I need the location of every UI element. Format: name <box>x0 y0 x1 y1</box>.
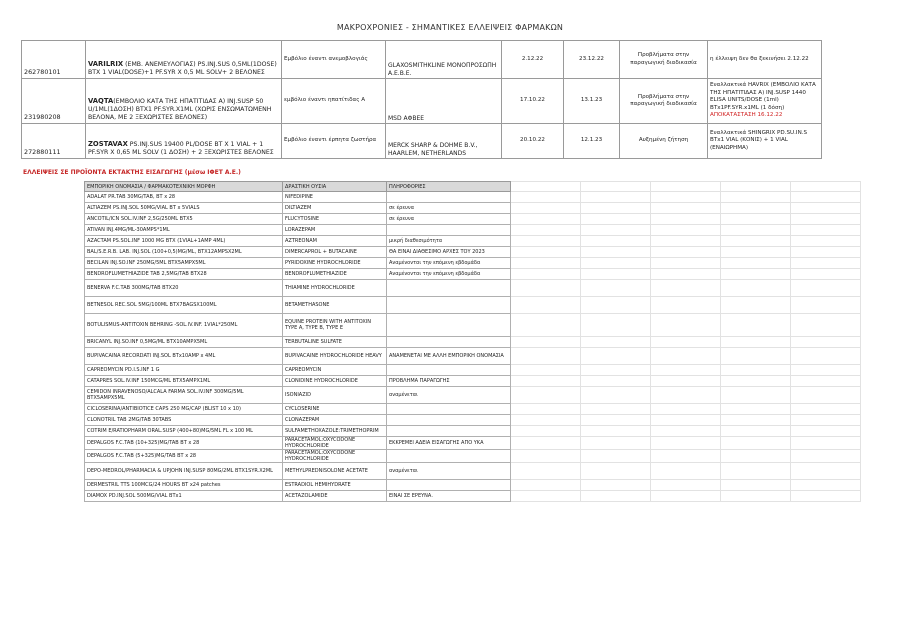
company: GLAXOSMITHKLINE ΜΟΝΟΠΡΟΣΩΠΗ Α.Ε.Β.Ε. <box>386 41 502 79</box>
info: ΘΑ ΕΙΝΑΙ ΔΙΑΘΕΣΙΜΟ ΑΡΧΕΣ ΤΟΥ 2023 <box>387 247 511 258</box>
empty-cell <box>651 450 721 463</box>
table-row <box>85 214 861 225</box>
empty-cell <box>791 426 861 437</box>
empty-cell <box>651 387 721 404</box>
header-row <box>85 182 861 192</box>
empty-cell <box>511 415 581 426</box>
empty-cell <box>651 258 721 269</box>
empty-cell <box>721 203 791 214</box>
empty-cell <box>511 236 581 247</box>
empty-cell <box>651 280 721 297</box>
end-date: 23.12.22 <box>564 41 620 79</box>
active-substance: PARACETAMOL:OXYCODONE HYDROCHLORIDE <box>283 450 387 463</box>
empty-cell <box>791 203 861 214</box>
product-name: DERMESTRIL TTS 100MCG/24 HOURS BT x24 patches <box>85 480 283 491</box>
product-name: CATAPRES SOL.IV.INF 150MCG/ML BTX5AMPX1ML <box>85 376 283 387</box>
info: μικρή διαθεσιμότητα <box>387 236 511 247</box>
empty-cell <box>651 437 721 450</box>
info: Εναλλακτικά HAVRIX (ΕΜΒΟΛΙΟ ΚΑΤΑ ΤΗΣ ΗΠΑΤΙΤΙΔΑΣ Α) INJ.SUSP 1440 ELISA UNITS/DOSE (1ml) BTx1PF.SYR.x1ML (1 δόση) ΑΠΟΚΑΤΑΣΤΑΣΗ 16.12.22 <box>708 79 822 124</box>
empty-cell <box>581 387 651 404</box>
active-substance: CLONIDINE HYDROCHLORIDE <box>283 376 387 387</box>
table-row <box>85 258 861 269</box>
empty-cell <box>581 491 651 502</box>
info <box>387 480 511 491</box>
empty-cell <box>581 280 651 297</box>
empty-cell <box>721 280 791 297</box>
empty-cell <box>721 463 791 480</box>
product-name: DEPALGOS F.C.TAB (10+325)MG/TAB BT x 28 <box>85 437 283 450</box>
start-date: 20.10.22 <box>502 124 564 159</box>
empty-cell <box>581 415 651 426</box>
empty-cell <box>721 314 791 337</box>
info: ΑΝΑΜΕΝΕΤΑΙ ΜΕ ΑΛΛΗ ΕΜΠΟΡΙΚΗ ΟΝΟΜΑΣΙΑ <box>387 348 511 365</box>
empty-cell <box>511 337 581 348</box>
info <box>387 192 511 203</box>
empty-cell <box>791 437 861 450</box>
info <box>387 297 511 314</box>
product-name: AZACTAM PS.SOL.INF 1000 MG BTX (1VIAL+1AMP 4ML) <box>85 236 283 247</box>
empty-cell <box>721 426 791 437</box>
empty-cell <box>791 297 861 314</box>
start-date: 17.10.22 <box>502 79 564 124</box>
empty-cell <box>791 404 861 415</box>
info <box>387 365 511 376</box>
empty-cell <box>651 426 721 437</box>
info: η έλλειψη δεν θα ξεκινήσει 2.12.22 <box>708 41 822 79</box>
empty-cell <box>791 236 861 247</box>
info: Αναμένονται την επόμενη εβδομάδα <box>387 269 511 280</box>
empty-cell <box>651 314 721 337</box>
empty-cell <box>511 404 581 415</box>
reason: Προβλήματα στην παραγωγική διαδικασία <box>620 41 708 79</box>
empty-cell <box>651 415 721 426</box>
active-substance: LORAZEPAM <box>283 225 387 236</box>
column-header-info: ΠΛΗΡΟΦΟΡΙΕΣ <box>387 182 511 192</box>
product-name: BOTULISMUS-ANTITOXIN BEHRING -SOL.IV.INF. 1VIAL*250ML <box>85 314 283 337</box>
table-row <box>85 376 861 387</box>
empty-cell <box>721 404 791 415</box>
empty-cell <box>581 426 651 437</box>
empty-cell <box>791 387 861 404</box>
empty-cell <box>511 387 581 404</box>
product-name: ADALAT PR.TAB 30MG/TAB, BT x 28 <box>85 192 283 203</box>
empty-cell <box>651 236 721 247</box>
empty-cell <box>651 297 721 314</box>
empty-cell <box>791 348 861 365</box>
end-date: 12.1.23 <box>564 124 620 159</box>
company: MERCK SHARP & DOHME B.V., HAARLEM, NETHERLANDS <box>386 124 502 159</box>
table-row <box>85 463 861 480</box>
product-name: VARILRIX (ΕΜΒ. ΑΝΕΜΕΥΛΟΓΙΑΣ) PS.INJ.SUS 0,5ML(1DOSE) BTX 1 VIAL(DOSE)+1 PF.SYR X 0,5 ML SOLV+ 2 ΒΕΛΟΝΕΣ <box>86 41 282 79</box>
start-date: 2.12.22 <box>502 41 564 79</box>
table-row <box>85 426 861 437</box>
empty-cell <box>721 365 791 376</box>
empty-cell <box>581 376 651 387</box>
empty-cell <box>721 258 791 269</box>
info <box>387 225 511 236</box>
active-substance: ESTRADIOL HEMIHYDRATE <box>283 480 387 491</box>
active-substance: NIFEDIPINE <box>283 192 387 203</box>
page-title: ΜΑΚΡΟΧΡΟΝΙΕΣ - ΣΗΜΑΝΤΙΚΕΣ ΕΛΛΕΙΨΕΙΣ ΦΑΡΜΑΚΩΝ <box>336 23 564 32</box>
info <box>387 415 511 426</box>
empty-cell <box>581 203 651 214</box>
empty-cell <box>511 280 581 297</box>
empty-cell <box>791 314 861 337</box>
product-code: 262780101 <box>22 41 86 79</box>
empty-cell <box>581 214 651 225</box>
active-substance: BETAMETHASONE <box>283 297 387 314</box>
table-row <box>85 247 861 258</box>
table-row <box>85 404 861 415</box>
empty-cell <box>651 225 721 236</box>
end-date: 13.1.23 <box>564 79 620 124</box>
info: Εναλλακτικά SHINGRIX PD.SU.IN.S BTx1 VIAL (ΚΟΝΙΣ) + 1 VIAL (ΕΝΑΙΩΡΗΜΑ) <box>708 124 822 159</box>
empty-cell <box>581 437 651 450</box>
table-row <box>85 337 861 348</box>
table-row <box>85 203 861 214</box>
product-name: CICLOSERINA/ANTIBIOTICE CAPS 250 MG/CAP (BLIST 10 x 10) <box>85 404 283 415</box>
empty-cell <box>721 192 791 203</box>
info: σε έρευνα <box>387 203 511 214</box>
info: ΠΡΟΒΛΗΜΑ ΠΑΡΑΓΩΓΗΣ <box>387 376 511 387</box>
empty-cell <box>511 269 581 280</box>
active-substance: PARACETAMOL:OXYCODONE HYDROCHLORIDE <box>283 437 387 450</box>
empty-cell <box>581 225 651 236</box>
active-substance: ACETAZOLAMIDE <box>283 491 387 502</box>
table-row <box>85 280 861 297</box>
table-row <box>22 124 822 159</box>
table-row <box>85 450 861 463</box>
active-substance: CAPREOMYCIN <box>283 365 387 376</box>
import-shortages-table <box>84 181 861 502</box>
product-name: VAQTA(ΕΜΒΟΛΙΟ ΚΑΤΑ ΤΗΣ ΗΠΑΤΙΤΙΔΑΣ Α) INJ.SUSP 50 U/1ML(1ΔΟΣΗ) BTX1 PF.SYR.X1ML (ΧΩΡΙΣ ΕΝΣΩΜΑΤΩΜΕΝΗ ΒΕΛΟΝΑ, ΜΕ 2 ΞΕΧΩΡΙΣΤΕΣ ΒΕΛΟΝΕΣ) <box>86 79 282 124</box>
empty-cell <box>791 463 861 480</box>
active-substance: EQUINE PROTEIN WITH ANTITOXIN TYPE A, TYPE B, TYPE E <box>283 314 387 337</box>
empty-cell <box>511 214 581 225</box>
empty-cell <box>581 258 651 269</box>
empty-cell <box>651 376 721 387</box>
empty-cell <box>721 415 791 426</box>
active-substance: DIMERCAPROL + BUTACAINE <box>283 247 387 258</box>
product-name: DEPO-MEDROL/PHARMACIA & UPJOHN INJ.SUSP 80MG/2ML BTX1SYR.X2ML <box>85 463 283 480</box>
empty-cell <box>791 491 861 502</box>
empty-cell <box>511 365 581 376</box>
empty-cell <box>651 337 721 348</box>
table-row <box>22 79 822 124</box>
info: αναμένεται <box>387 387 511 404</box>
table-row <box>85 269 861 280</box>
empty-cell <box>511 203 581 214</box>
table-row <box>85 480 861 491</box>
company: MSD ΑΦΒΕΕ <box>386 79 502 124</box>
empty-cell <box>511 426 581 437</box>
product-name: BENERVA F.C.TAB 300MG/TAB BTX20 <box>85 280 283 297</box>
product-name: ALTIAZEM PS.INJ.SOL 50MG/VIAL BT x 5VIALS <box>85 203 283 214</box>
empty-cell <box>791 376 861 387</box>
empty-cell <box>721 297 791 314</box>
active-substance: CLONAZEPAM <box>283 415 387 426</box>
empty-cell <box>791 247 861 258</box>
info <box>387 337 511 348</box>
product-name: ATIVAN INJ.4MG/ML-30AMPS*1ML <box>85 225 283 236</box>
product-name: BETNESOL REC.SOL 5MG/100ML BTX7BAGSX100ML <box>85 297 283 314</box>
active-substance: TERBUTALINE SULFATE <box>283 337 387 348</box>
empty-cell <box>581 236 651 247</box>
empty-cell <box>511 480 581 491</box>
table-row <box>85 297 861 314</box>
empty-cell <box>651 404 721 415</box>
active-substance: BUPIVACAINE HYDROCHLORIDE HEAVY <box>283 348 387 365</box>
product-name: BECILAN INJ.SO.INF 250MG/5ML BTX5AMPX5ML <box>85 258 283 269</box>
active-substance: CYCLOSERINE <box>283 404 387 415</box>
empty-cell <box>511 376 581 387</box>
empty-cell <box>581 450 651 463</box>
active-substance: METHYLPREDNISOLONE ACETATE <box>283 463 387 480</box>
empty-cell <box>791 450 861 463</box>
info: αναμένεται <box>387 463 511 480</box>
empty-cell <box>511 192 581 203</box>
empty-cell <box>511 258 581 269</box>
active-substance: ISONIAZID <box>283 387 387 404</box>
empty-cell <box>651 269 721 280</box>
product-name: BUPIVACAINA RECORDATI INJ.SOL BTx10AMP x 4ML <box>85 348 283 365</box>
empty-cell <box>651 348 721 365</box>
empty-cell <box>511 225 581 236</box>
empty-cell <box>721 491 791 502</box>
product-code: 272880111 <box>22 124 86 159</box>
empty-cell <box>651 463 721 480</box>
empty-cell <box>721 247 791 258</box>
empty-cell <box>651 480 721 491</box>
empty-cell <box>651 491 721 502</box>
info <box>387 404 511 415</box>
section-title: ΕΛΛΕΙΨΕΙΣ ΣΕ ΠΡΟΪΟΝΤΑ ΕΚΤΑΚΤΗΣ ΕΙΣΑΓΩΓΗΣ (μέσω ΙΦΕΤ Α.Ε.) <box>23 169 241 176</box>
info: Αναμένονται την επόμενη εβδομάδα <box>387 258 511 269</box>
info: ΕΚΚΡΕΜΕΙ ΑΔΕΙΑ ΕΙΣΑΓΩΓΗΣ ΑΠΟ ΥΚΑ <box>387 437 511 450</box>
long-term-shortages-table <box>21 40 822 159</box>
info: ΕΙΝΑΙ ΣΕ ΕΡΕΥΝΑ. <box>387 491 511 502</box>
product-name: CEMIDON INRAVENOSO/ALCALA FARMA SOL.IV.INF 300MG/5ML BTX5AMPX5ML <box>85 387 283 404</box>
product-name: CLONOTRIL TAB 2MG/TAB 30TABS <box>85 415 283 426</box>
empty-cell <box>651 192 721 203</box>
reason: Αυξημένη ζήτηση <box>620 124 708 159</box>
product-name: CAPREOMYCIN PD.I.S.INF 1 G <box>85 365 283 376</box>
empty-cell <box>791 480 861 491</box>
empty-cell <box>511 463 581 480</box>
empty-cell <box>721 348 791 365</box>
empty-cell <box>721 337 791 348</box>
product-name: DEPALGOS F.C.TAB (5+325)MG/TAB BT x 28 <box>85 450 283 463</box>
info <box>387 426 511 437</box>
active-substance: PYRIDOXINE HYDROCHLORIDE <box>283 258 387 269</box>
info <box>387 314 511 337</box>
empty-cell <box>581 314 651 337</box>
table-row <box>85 192 861 203</box>
empty-cell <box>721 214 791 225</box>
empty-cell <box>511 491 581 502</box>
column-header-substance: ΔΡΑΣΤΙΚΗ ΟΥΣΙΑ <box>283 182 387 192</box>
empty-cell <box>581 247 651 258</box>
empty-cell <box>721 269 791 280</box>
empty-cell <box>581 480 651 491</box>
product-name: BENDROFLUMETHIAZIDE TAB 2,5MG/TAB BTX28 <box>85 269 283 280</box>
table-row <box>85 491 861 502</box>
active-substance: SULFAMETHOXAZOLE:TRIMETHOPRIM <box>283 426 387 437</box>
product-name: ZOSTAVAX PS.INJ.SUS 19400 PL/DOSE BT X 1 VIAL + 1 PF.SYR X 0,65 ML SOLV (1 ΔΟΣΗ) + 2 ΞΕΧΩΡΙΣΤΕΣ ΒΕΛΟΝΕΣ <box>86 124 282 159</box>
empty-cell <box>511 437 581 450</box>
empty-cell <box>581 269 651 280</box>
table-row <box>85 365 861 376</box>
table-row <box>85 437 861 450</box>
empty-cell <box>721 376 791 387</box>
table-row <box>85 314 861 337</box>
active-substance: BENDROFLUMETHIAZIDE <box>283 269 387 280</box>
empty-cell <box>721 225 791 236</box>
reason: Προβλήματα στην παραγωγική διαδικασία <box>620 79 708 124</box>
empty-cell <box>791 214 861 225</box>
product-name: ANCOTIL/ICN SOL.IV.INF 2,5G/250ML BTX5 <box>85 214 283 225</box>
empty-cell <box>581 337 651 348</box>
empty-cell <box>791 415 861 426</box>
empty-cell <box>651 203 721 214</box>
empty-cell <box>651 247 721 258</box>
empty-cell <box>791 269 861 280</box>
active-substance: Εμβόλιο έναντι έρπητα ζωστήρα <box>282 124 386 159</box>
empty-cell <box>791 258 861 269</box>
product-name: COTRIM E/RATIOPHARM ORAL.SUSP (400+80)MG/5ML FL x 100 ML <box>85 426 283 437</box>
info: σε έρευνα <box>387 214 511 225</box>
table-row <box>85 415 861 426</box>
active-substance: εμβόλιο έναντι ηπατίτιδας Α <box>282 79 386 124</box>
empty-cell <box>511 247 581 258</box>
product-code: 231980208 <box>22 79 86 124</box>
table-row <box>85 236 861 247</box>
empty-cell <box>791 280 861 297</box>
empty-cell <box>651 365 721 376</box>
info <box>387 450 511 463</box>
empty-cell <box>581 348 651 365</box>
active-substance: AZTREONAM <box>283 236 387 247</box>
active-substance: THIAMINE HYDROCHLORIDE <box>283 280 387 297</box>
empty-cell <box>581 297 651 314</box>
empty-cell <box>581 192 651 203</box>
empty-cell <box>791 192 861 203</box>
active-substance: FLUCYTOSINE <box>283 214 387 225</box>
info <box>387 280 511 297</box>
product-name: BRICANYL INJ.SO.INF 0,5MG/ML BTX10AMPX5ML <box>85 337 283 348</box>
table-row <box>85 348 861 365</box>
empty-cell <box>511 297 581 314</box>
empty-cell <box>581 365 651 376</box>
empty-cell <box>581 404 651 415</box>
empty-cell <box>721 437 791 450</box>
empty-cell <box>791 337 861 348</box>
product-name: DIAMOX PD.INJ.SOL 500MG/VIAL BTx1 <box>85 491 283 502</box>
empty-cell <box>791 365 861 376</box>
column-header-name: ΕΜΠΟΡΙΚΗ ΟΝΟΜΑΣΙΑ / ΦΑΡΜΑΚΟΤΕΧΝΙΚΗ ΜΟΡΦΗ <box>85 182 283 192</box>
empty-cell <box>511 314 581 337</box>
empty-cell <box>511 348 581 365</box>
empty-cell <box>791 225 861 236</box>
empty-cell <box>651 214 721 225</box>
active-substance: Εμβόλιο έναντι ανεμοβλογιάς <box>282 41 386 79</box>
table-row <box>85 387 861 404</box>
active-substance: DILTIAZEM <box>283 203 387 214</box>
empty-cell <box>511 450 581 463</box>
empty-cell <box>721 480 791 491</box>
empty-cell <box>721 236 791 247</box>
empty-cell <box>721 387 791 404</box>
table-row <box>22 41 822 79</box>
table-row <box>85 225 861 236</box>
product-name: BAL/S.E.R.B. LAB. INJ.SOL (100+0,5)MG/ML, BTX12AMPSX2ML <box>85 247 283 258</box>
empty-cell <box>721 450 791 463</box>
empty-cell <box>581 463 651 480</box>
